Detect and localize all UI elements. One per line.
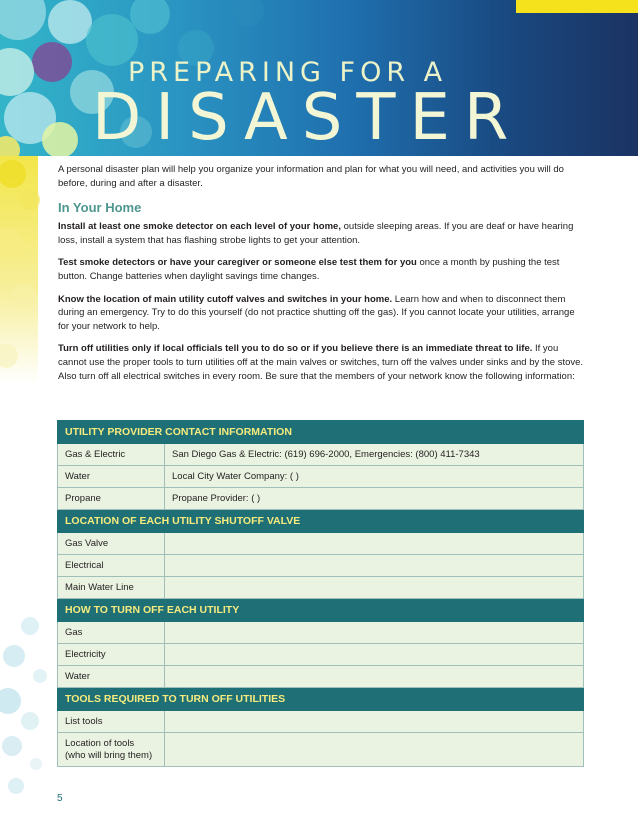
row-label: Propane	[58, 488, 165, 510]
section-header-cell: LOCATION OF EACH UTILITY SHUTOFF VALVE	[58, 510, 584, 533]
table-row	[58, 644, 584, 666]
left-decorative-strip	[0, 156, 55, 826]
page-number: 5	[57, 793, 63, 804]
row-value[interactable]	[165, 533, 584, 555]
paragraph-smoke-detector	[58, 220, 586, 247]
row-value[interactable]: San Diego Gas & Electric: (619) 696-2000, Emergencies: (800) 411-7343	[165, 444, 584, 466]
table-section-header	[58, 599, 584, 622]
paragraph-lead: Test smoke detectors or have your caregiver or someone else test them for you	[58, 257, 417, 269]
table-row	[58, 577, 584, 599]
row-value[interactable]: Local City Water Company: ( )	[165, 466, 584, 488]
title-banner	[0, 0, 638, 156]
paragraph-cutoff-valves	[58, 293, 586, 334]
row-value[interactable]	[165, 555, 584, 577]
table-row	[58, 666, 584, 688]
utility-information-table	[57, 420, 584, 767]
paragraph-lead: Know the location of main utility cutoff valves and switches in your home.	[58, 293, 393, 305]
table-row	[58, 488, 584, 510]
row-label-line-2: (who will bring them)	[65, 749, 153, 761]
paragraph-test-detectors	[58, 256, 586, 283]
paragraph-turn-off-utilities	[58, 342, 586, 383]
paragraph-body: Learn how and when to disconnect them during an emergency. Try to do this yourself (do not practice shutting off the gas). If you cannot locate your utilities, arrange for your network to help.	[58, 293, 575, 332]
paragraph-lead: Install at least one smoke detector on each level of your home,	[58, 221, 341, 233]
table-section-header	[58, 688, 584, 711]
section-heading: In Your Home	[58, 200, 142, 216]
paragraph-body: If you cannot use the proper tools to turn utilities off at the main valves or switches, turn off the valves under sinks and by the stove. Also turn off all electrical switches in every room. Be sure that the members of your network know the following information:	[58, 343, 584, 382]
row-value[interactable]	[165, 644, 584, 666]
title-line-2: DISASTER	[92, 81, 523, 155]
row-value[interactable]	[165, 711, 584, 733]
table-row	[58, 444, 584, 466]
table-row	[58, 711, 584, 733]
row-label: Water	[58, 666, 165, 688]
row-label: Electricity	[58, 644, 165, 666]
row-label-line-1: Location of tools	[65, 737, 135, 749]
table-row	[58, 555, 584, 577]
section-header-cell: TOOLS REQUIRED TO TURN OFF UTILITIES	[58, 688, 584, 711]
row-label: Gas	[58, 622, 165, 644]
section-header-cell: HOW TO TURN OFF EACH UTILITY	[58, 599, 584, 622]
paragraph-body: outside sleeping areas. If you are deaf or have hearing loss, install a system that has flashing strobe lights to get your attention.	[58, 221, 574, 246]
paragraph-body: once a month by pushing the test button. Change batteries when daylight savings time changes.	[58, 257, 560, 282]
row-label: List tools	[58, 711, 165, 733]
row-label: Electrical	[58, 555, 165, 577]
row-label	[58, 733, 165, 767]
paragraph-lead: Turn off utilities only if local officials tell you to do so or if you believe there is an immediate threat to life.	[58, 343, 533, 355]
title-line-1: PREPARING FOR A	[128, 57, 448, 88]
main-content	[58, 163, 586, 392]
row-value[interactable]: Propane Provider: ( )	[165, 488, 584, 510]
table-section-header	[58, 421, 584, 444]
row-label: Gas & Electric	[58, 444, 165, 466]
row-label: Water	[58, 466, 165, 488]
table-row	[58, 466, 584, 488]
table-row	[58, 622, 584, 644]
row-value[interactable]	[165, 577, 584, 599]
row-value[interactable]	[165, 733, 584, 767]
table-row	[58, 533, 584, 555]
row-value[interactable]	[165, 666, 584, 688]
table-section-header	[58, 510, 584, 533]
row-label: Main Water Line	[58, 577, 165, 599]
section-header-cell: UTILITY PROVIDER CONTACT INFORMATION	[58, 421, 584, 444]
row-value[interactable]	[165, 622, 584, 644]
intro-paragraph: A personal disaster plan will help you organize your information and plan for what you will need, and activities you will do before, during and after a disaster.	[58, 164, 564, 189]
row-label: Gas Valve	[58, 533, 165, 555]
table-row	[58, 733, 584, 767]
yellow-corner-accent	[516, 0, 638, 13]
